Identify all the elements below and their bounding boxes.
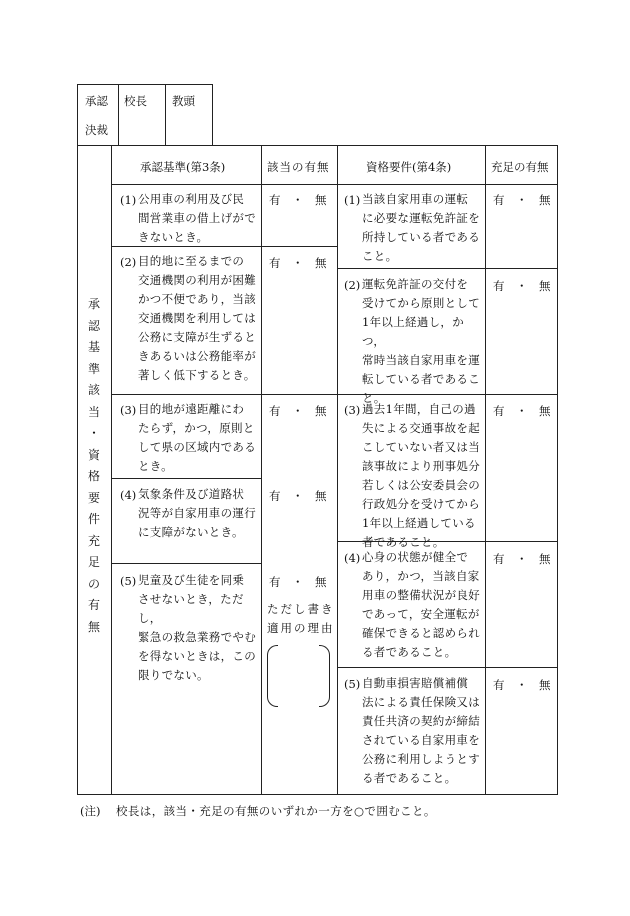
stamp-divider-2 — [165, 84, 166, 146]
note-text: 校長は，該当・充足の有無のいずれか一方を○で囲むこと。 — [116, 804, 436, 818]
side-vertical-label: 承 認 基 準 該 当 ・ 資 格 要 件 充 足 の 有 無 — [87, 297, 100, 634]
header-requirements: 資格要件(第4条) — [366, 160, 452, 174]
criteria-2-text: 目的地に至るまでの 交通機関の利用が困難 かつ不便であり，当該 交通機関を利用しては 公務に支障が生ずると きあるいは公務能率が 著しく低下するとき。 — [138, 254, 256, 382]
satisfied-5-yes-no[interactable]: 有 ・ 無 — [493, 678, 551, 692]
criteria-1-text: 公用車の利用及び民 間営業車の借上げがで きないとき。 — [138, 192, 256, 244]
criteria-row-divider-2 — [111, 394, 337, 395]
criteria-2-number: (2) — [120, 255, 137, 269]
req-row-divider-1 — [337, 268, 557, 269]
requirement-2-number: (2) — [344, 278, 361, 292]
criteria-3-number: (3) — [120, 403, 137, 417]
satisfied-1-yes-no[interactable]: 有 ・ 無 — [493, 193, 551, 207]
criteria-3-text: 目的地が遠距離にわ たらず，かつ，原則と して県の区域内である とき。 — [138, 402, 256, 473]
stamp-box-left — [77, 84, 78, 146]
col-divider-side — [111, 145, 112, 795]
criteria-1-number: (1) — [120, 193, 137, 207]
vice-principal-stamp-label: 教頭 — [172, 94, 195, 108]
col-divider-criteria — [261, 145, 262, 795]
col-divider-requirements — [485, 145, 486, 795]
applicable-row-divider-1 — [261, 246, 337, 247]
satisfied-3-yes-no[interactable]: 有 ・ 無 — [493, 404, 551, 418]
criteria-4-number: (4) — [120, 488, 137, 502]
stamp-box-top — [77, 84, 212, 85]
requirement-1-number: (1) — [344, 193, 361, 207]
criteria-5-text: 児童及び生徒を同乗 させないとき，ただし， 緊急の救急業務でやむ を得ないときは，この 限りでない。 — [138, 573, 256, 682]
stamp-box-right — [212, 84, 213, 146]
requirement-3-number: (3) — [344, 403, 361, 417]
criteria-row-divider-3 — [111, 478, 261, 479]
reason-input-area[interactable] — [278, 646, 318, 704]
satisfied-4-yes-no[interactable]: 有 ・ 無 — [493, 552, 551, 566]
criteria-row-divider-4 — [111, 563, 261, 564]
table-left-border — [77, 145, 78, 795]
note-label: (注) — [80, 804, 101, 818]
criteria-4-text: 気象条件及び道路状 況等が自家用車の運行 に支障がないとき。 — [138, 487, 256, 539]
req-row-divider-4 — [337, 667, 557, 668]
requirement-5-text: 自動車損害賠償補償 法による責任保険又は 責任共済の契約が締結 されている自家用車を 公務に利用しようとす る者であること。 — [362, 676, 480, 785]
applicable-1-yes-no[interactable]: 有 ・ 無 — [269, 193, 327, 207]
decision-label: 決裁 — [85, 123, 108, 137]
approval-label: 承認 — [85, 94, 108, 108]
requirement-4-number: (4) — [344, 551, 361, 565]
criteria-5-number: (5) — [120, 574, 137, 588]
requirement-4-text: 心身の状態が健全で あり，かつ，当該自家 用車の整備状況が良好 であって，安全運転が 確保できると認められ る者であること。 — [362, 550, 480, 659]
requirement-5-number: (5) — [344, 677, 361, 691]
principal-stamp-label: 校長 — [124, 94, 147, 108]
applicable-2-yes-no[interactable]: 有 ・ 無 — [269, 256, 327, 270]
applicable-5-yes-no[interactable]: 有 ・ 無 — [269, 575, 327, 589]
applicable-4-yes-no[interactable]: 有 ・ 無 — [269, 489, 327, 503]
col-divider-applicable — [337, 145, 338, 795]
header-criteria: 承認基準(第3条) — [140, 160, 226, 174]
requirement-1-text: 当該自家用車の運転 に必要な運転免許証を 所持している者である こと。 — [362, 192, 480, 263]
header-bottom-border — [111, 184, 557, 185]
requirement-2-text: 運転免許証の交付を 受けてから原則として 1年以上経過し，かつ， 常時当該自家用車を運 転している者であるこ と。 — [362, 277, 480, 405]
requirement-3-text: 過去1年間，自己の過 失による交通事故を起 こしていない者又は当 該事故により刑事処分 若しくは公安委員会の 行政処分を受けてから 1年以上経過している 者であること。 — [362, 402, 480, 549]
proviso-reason-label: ただし書き 適用の理由 — [267, 602, 335, 635]
satisfied-2-yes-no[interactable]: 有 ・ 無 — [493, 279, 551, 293]
table-right-border — [557, 145, 558, 795]
stamp-divider-1 — [118, 84, 119, 146]
header-applicable: 該当の有無 — [267, 160, 330, 174]
reason-bracket-left — [267, 645, 278, 707]
applicable-3-yes-no[interactable]: 有 ・ 無 — [269, 404, 327, 418]
header-satisfied: 充足の有無 — [491, 160, 549, 174]
reason-bracket-right — [319, 645, 330, 707]
